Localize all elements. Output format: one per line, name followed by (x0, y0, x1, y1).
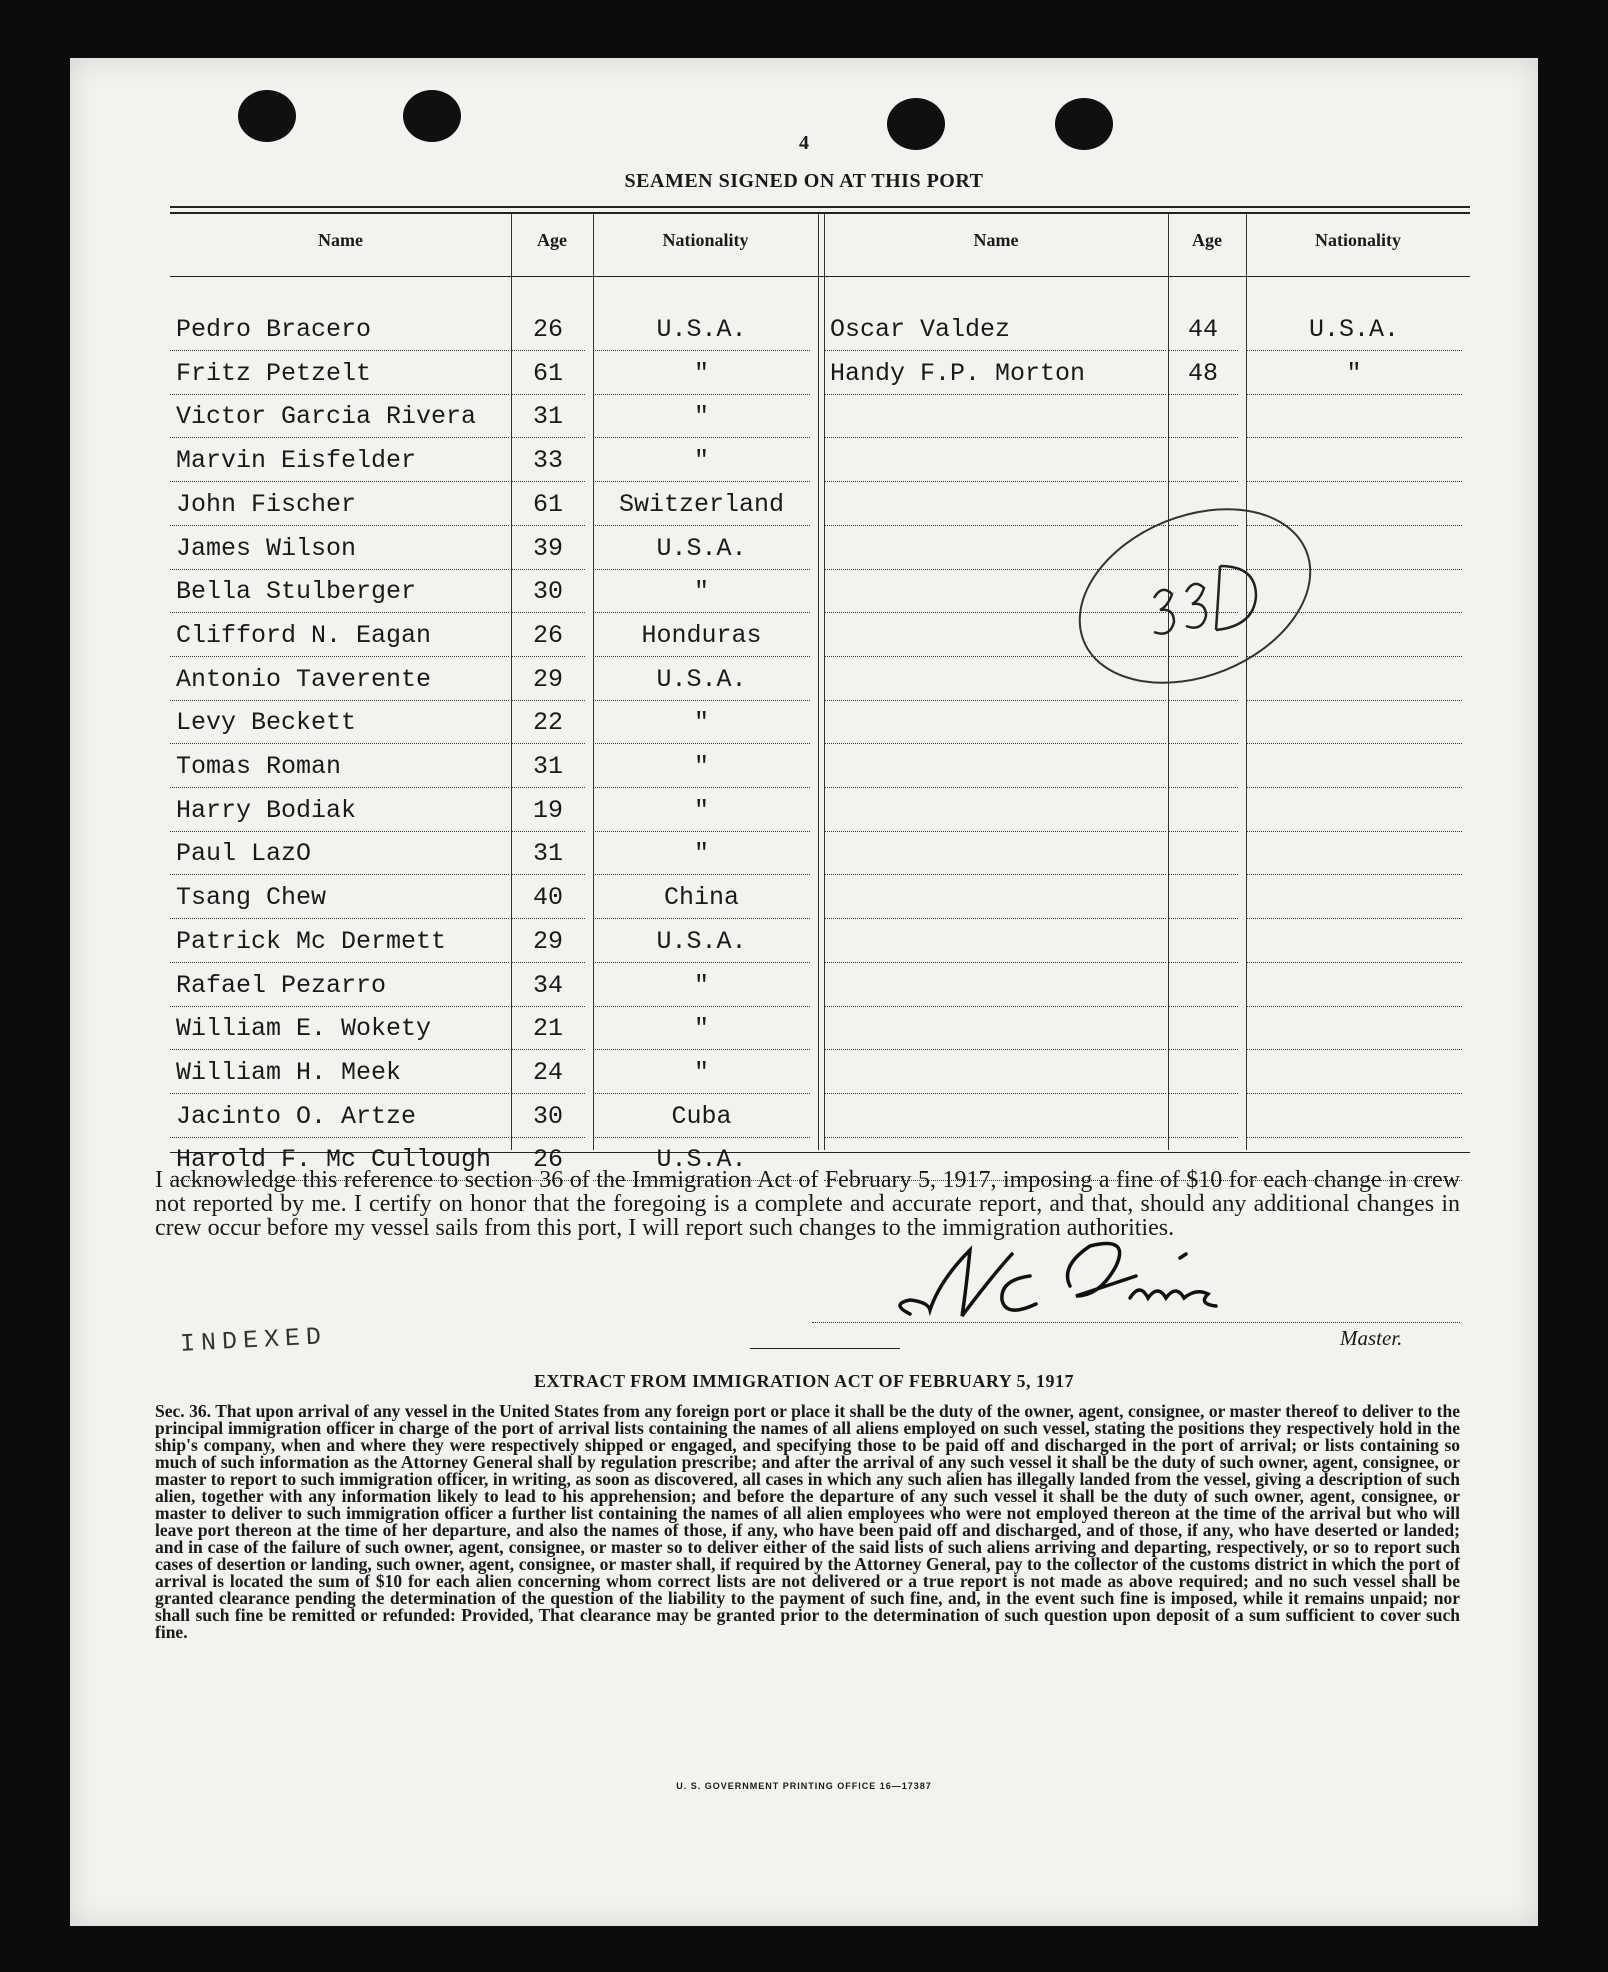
left-row-name: Rafael Pezarro (170, 966, 509, 1007)
header-nationality-left: Nationality (662, 230, 749, 250)
left-row-nationality: U.S.A. (593, 529, 810, 570)
right-row-age (1168, 441, 1238, 482)
column-divider (818, 214, 819, 1150)
right-row-nationality (1246, 1053, 1462, 1094)
left-row-nationality: " (593, 572, 810, 613)
header-age-left: Age (537, 230, 567, 250)
left-row-age: 19 (511, 791, 585, 832)
table-top-rule (170, 212, 1470, 214)
right-row-name (824, 966, 1166, 1007)
left-row-name: Paul LazO (170, 834, 509, 875)
right-row-age (1168, 966, 1238, 1007)
left-row-nationality: " (593, 354, 810, 395)
indexed-stamp-text: INDEXED (179, 1322, 328, 1359)
right-row-name (824, 1053, 1166, 1094)
left-row-name: Clifford N. Eagan (170, 616, 509, 657)
right-row-age (1168, 834, 1238, 875)
right-row-nationality (1246, 747, 1462, 788)
divider (750, 1348, 900, 1349)
right-row-name (824, 1097, 1166, 1138)
left-row-nationality: U.S.A. (593, 310, 810, 351)
signature-line (812, 1322, 1460, 1323)
section-36-text: Sec. 36. That upon arrival of any vessel in the United States from any foreign port or place it shall be the duty of the owner, agent, consignee, or master thereof to deliver to the principal immigration officer in charge of the port of arrival lists containing the names of all aliens employed on such vessel, stating the positions they respectively hold in the ship's company, when and where they were respectively shipped or engaged, and specifying those to be paid off and discharged in the port of arrival; or lists containing so much of such information as the Attorney General shall by regulation prescribe; and after the arrival of any such vessel it shall be the duty of such owner, agent, consignee, or master to report to such immigration officer, in writing, as soon as discovered, all cases in which any such alien has illegally landed from the vessel, giving a description of such alien, together with any information likely to lead to his apprehension; and before the departure of any such vessel it shall be the duty of such owner, agent, consignee, or master to deliver to such immigration officer a further list containing the names of all alien employees who were not employed thereon at the time of the arrival but who will leave port thereon at the time of her departure, and also the names of those, if any, who have been paid off and discharged, and of those, if any, who have deserted or landed; and in case of the failure of such owner, agent, consignee, or master so to deliver either of the said lists of such aliens arriving and departing, respectively, or so to report such cases of desertion or landing, such owner, agent, consignee, or master shall, if required by the Attorney General, pay to the collector of the customs district in which the port of arrival is located the sum of $10 for each alien concerning whom correct lists are not delivered or a true report is not made as above required; and no such vessel shall be granted clearance pending the determination of the question of the liability to the payment of such fine, and, in the event such fine is imposed, while it remains unpaid; nor shall such fine be remitted or refunded: Provided, That clearance may be granted prior to the determination of such question upon deposit of a sum sufficient to cover such fine. (155, 1401, 1460, 1642)
right-row-nationality (1246, 878, 1462, 919)
left-row-name: Harold F. Mc Cullough (170, 1140, 509, 1181)
left-row-name: Victor Garcia Rivera (170, 397, 509, 438)
table-top-rule (170, 206, 1470, 208)
left-row-age: 33 (511, 441, 585, 482)
left-row-nationality: " (593, 1009, 810, 1050)
left-row-nationality: China (593, 878, 810, 919)
left-row-nationality: " (593, 791, 810, 832)
left-row-name: William E. Wokety (170, 1009, 509, 1050)
extract-title: EXTRACT FROM IMMIGRATION ACT OF FEBRUARY 5, 1917 (533, 1371, 1075, 1391)
left-row-name: Tomas Roman (170, 747, 509, 788)
master-signature (880, 1236, 1310, 1326)
right-row-age (1168, 878, 1238, 919)
left-row-age: 29 (511, 660, 585, 701)
left-row-age: 61 (511, 485, 585, 526)
left-row-age: 29 (511, 922, 585, 963)
left-row-nationality: Cuba (593, 1097, 810, 1138)
left-row-name: Antonio Taverente (170, 660, 509, 701)
page-title: SEAMEN SIGNED ON AT THIS PORT (624, 170, 984, 192)
left-row-age: 31 (511, 397, 585, 438)
right-row-age (1168, 747, 1238, 788)
right-row-name (824, 878, 1166, 919)
right-row-age (1168, 1097, 1238, 1138)
printing-office-imprint: U. S. GOVERNMENT PRINTING OFFICE 16—17387 (676, 1781, 932, 1791)
left-row-age: 39 (511, 529, 585, 570)
left-row-age: 61 (511, 354, 585, 395)
right-row-age (1168, 397, 1238, 438)
left-row-nationality: Honduras (593, 616, 810, 657)
left-row-age: 26 (511, 1140, 585, 1181)
right-row-age (1168, 922, 1238, 963)
right-row-nationality (1246, 397, 1462, 438)
right-row-age (1168, 791, 1238, 832)
right-row-nationality (1246, 1009, 1462, 1050)
header-name-right: Name (973, 230, 1019, 250)
left-row-nationality: U.S.A. (593, 922, 810, 963)
left-row-age: 30 (511, 1097, 585, 1138)
right-row-nationality (1246, 966, 1462, 1007)
left-row-age: 24 (511, 1053, 585, 1094)
left-row-age: 31 (511, 747, 585, 788)
left-row-age: 26 (511, 616, 585, 657)
right-row-nationality (1246, 1097, 1462, 1138)
header-rule (170, 276, 1470, 277)
right-row-age: 48 (1168, 354, 1238, 395)
left-row-name: Harry Bodiak (170, 791, 509, 832)
left-row-nationality: " (593, 703, 810, 744)
right-row-age (1168, 1009, 1238, 1050)
left-row-nationality: U.S.A. (593, 660, 810, 701)
left-row-name: Patrick Mc Dermett (170, 922, 509, 963)
right-row-age (1168, 703, 1238, 744)
right-row-nationality (1246, 791, 1462, 832)
certification-text: I acknowledge this reference to section 36 of the Immigration Act of February 5, 1917, imposing a fine of $10 for each change in crew not reported by me. I certify on honor that the foregoing is a complete and accurate report, and that, should any additional changes in crew occur before my vessel sails from this port, I will report such changes to the immigration authorities. (155, 1167, 1460, 1241)
right-row-name (824, 922, 1166, 963)
header-name-left: Name (318, 230, 363, 250)
right-row-nationality (1246, 834, 1462, 875)
right-row-name (824, 791, 1166, 832)
document-page (70, 58, 1538, 1926)
left-row-age: 22 (511, 703, 585, 744)
right-row-nationality (1246, 922, 1462, 963)
right-row-name (824, 441, 1166, 482)
left-row-name: Bella Stulberger (170, 572, 509, 613)
right-row-name (824, 703, 1166, 744)
left-row-nationality: " (593, 397, 810, 438)
left-row-nationality: " (593, 1053, 810, 1094)
right-row-name: Handy F.P. Morton (824, 354, 1166, 395)
right-row-nationality (1246, 703, 1462, 744)
left-row-name: Tsang Chew (170, 878, 509, 919)
header-age-right: Age (1192, 230, 1222, 250)
left-row-name: Marvin Eisfelder (170, 441, 509, 482)
right-row-age (1168, 1053, 1238, 1094)
left-row-name: Pedro Bracero (170, 310, 509, 351)
left-row-nationality: " (593, 834, 810, 875)
left-row-age: 40 (511, 878, 585, 919)
right-row-name: Oscar Valdez (824, 310, 1166, 351)
left-row-name: Jacinto O. Artze (170, 1097, 509, 1138)
right-row-nationality (1246, 441, 1462, 482)
right-row-name (824, 834, 1166, 875)
left-row-name: James Wilson (170, 529, 509, 570)
left-row-nationality: " (593, 966, 810, 1007)
left-row-nationality: U.S.A. (593, 1140, 810, 1181)
left-row-nationality: " (593, 747, 810, 788)
left-row-age: 30 (511, 572, 585, 613)
master-label: Master. (1340, 1326, 1403, 1350)
page-number: 4 (799, 132, 809, 154)
right-row-nationality: U.S.A. (1246, 310, 1462, 351)
left-row-nationality: Switzerland (593, 485, 810, 526)
left-row-age: 34 (511, 966, 585, 1007)
right-row-name (824, 397, 1166, 438)
left-row-name: Levy Beckett (170, 703, 509, 744)
left-row-name: John Fischer (170, 485, 509, 526)
left-row-name: William H. Meek (170, 1053, 509, 1094)
left-row-age: 21 (511, 1009, 585, 1050)
right-row-name (824, 1009, 1166, 1050)
header-nationality-right: Nationality (1314, 230, 1401, 250)
right-row-name (824, 747, 1166, 788)
left-row-nationality: " (593, 441, 810, 482)
handwritten-33d-annotation (1070, 486, 1330, 706)
left-row-name: Fritz Petzelt (170, 354, 509, 395)
indexed-stamp (179, 1322, 327, 1359)
right-row-nationality: " (1246, 354, 1462, 395)
left-row-age: 31 (511, 834, 585, 875)
left-row-age: 26 (511, 310, 585, 351)
right-row-age: 44 (1168, 310, 1238, 351)
